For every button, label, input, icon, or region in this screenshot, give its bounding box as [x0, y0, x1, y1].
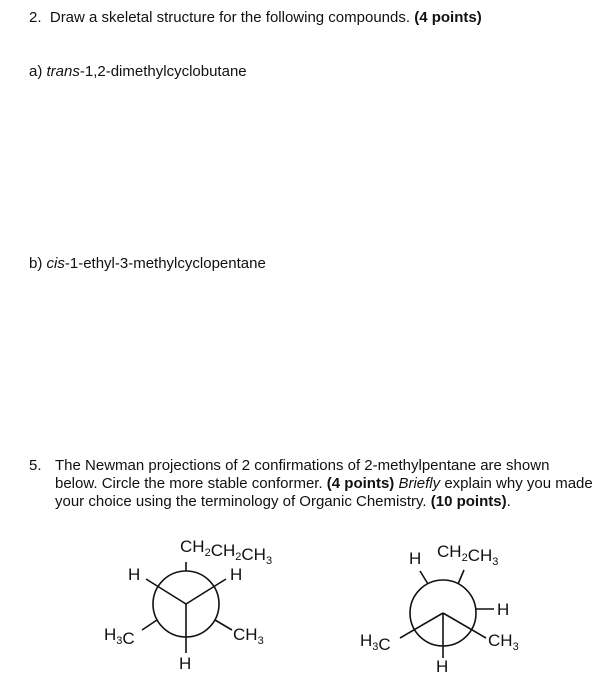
q2a-prefix: trans [46, 63, 80, 80]
newman-1-front-top-left: H [128, 565, 141, 584]
q2-number: 2. [29, 9, 42, 26]
q2b-name: -1-ethyl-3-methylcyclopentane [64, 255, 266, 272]
newman-2-back-top-right: $CH_2CH_3$ [437, 542, 499, 568]
q5-number: 5. [29, 457, 42, 474]
newman-1-front-bond-top-left [146, 579, 186, 604]
q5-briefly: Briefly [398, 475, 441, 492]
q5-points-2: (10 points) [430, 493, 507, 510]
newman-1-front-bottom: H [179, 654, 192, 673]
q2-points: (4 points) [414, 9, 482, 26]
q5-end: . [506, 493, 511, 510]
q5-points-1: (4 points) [326, 475, 395, 492]
newman-2-back-bond-top-left [420, 571, 428, 584]
q5-text-2: explain why you made your choice using the terminology of Organic Chemistry. [55, 475, 593, 510]
newman-2-front-bottom: H [436, 657, 449, 676]
newman-2-back-bond-top-right [458, 570, 464, 584]
newman-1-front-top-right: H [230, 565, 243, 584]
q5-text-1: The Newman projections of 2 confirmations of 2-methylpentane are shown below. Circle the more stable conformer. [55, 457, 550, 492]
newman-projection-2 [400, 570, 494, 658]
q2b-label: b) [29, 255, 43, 272]
newman-2-back-top-left: H [409, 549, 422, 568]
newman-1-back-bond-right [215, 620, 232, 630]
newman-2-front-bottom-right: $CH_3$ [488, 631, 519, 653]
newman-2-labels [360, 542, 519, 676]
newman-2-back-right: H [497, 600, 510, 619]
newman-2-front-bond-right [443, 613, 486, 638]
q2-prompt: Draw a skeletal structure for the following compounds. [49, 9, 411, 26]
newman-2-front-bond-left [400, 613, 443, 638]
newman-1-front-bond-top-right [186, 579, 226, 604]
q2a-name: -1,2-dimethylcyclobutane [79, 63, 247, 80]
q2a-label: a) [29, 63, 43, 80]
newman-2-front-bottom-left: $H_3C$ [360, 631, 391, 654]
newman-1-back-bottom-right: $CH_3$ [233, 625, 264, 647]
newman-1-back-bottom-left: $H_3C$ [104, 625, 135, 648]
newman-1-back-top: $CH_2CH_2CH_3$ [180, 537, 273, 567]
q2b-prefix: cis [46, 255, 65, 272]
newman-1-labels [104, 537, 272, 673]
newman-projection-1 [142, 562, 232, 653]
newman-1-back-bond-left [142, 620, 157, 630]
